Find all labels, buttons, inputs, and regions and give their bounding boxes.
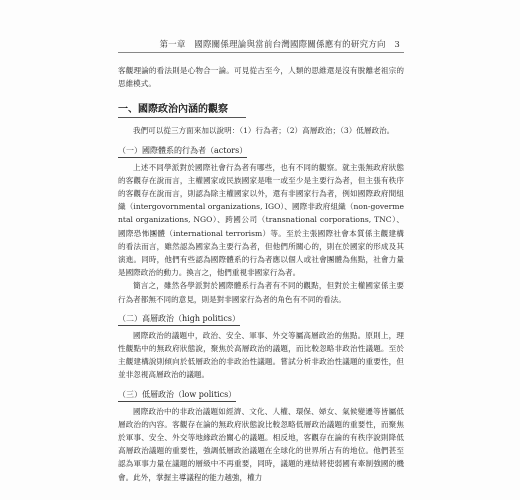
subsection-heading-actors: [118, 145, 404, 158]
running-header: [140, 38, 400, 50]
paragraph-actors-2: 簡言之，雖然各學派對於國際體系行為者有不同的觀點，但對於主權國家係主要行為者都無不同的意見，則是對非國家行為者的角色有不同的看法。: [118, 281, 404, 304]
paragraph-actors-1: 上述不同學派對於國際社會行為者有哪些，也有不同的觀察。就主張無政府狀態的客觀存在說而言，主權國家或民族國家是唯一或至少是主要行為者，但主張有秩序的客觀存在說而言，則認為除主權國家以外，還有非國家行為者，例如國際政府間組織（intergovornmental organizations, IGO）、國際非政府組織（non-govermental organizations, NGO）、跨國公司（transnational corporations, TNC）、國際恐怖團體（international terrorism）等。至於主張國際社會本質係主觀建構的看法而言，雖然認為國家為主要行為者，但他們所關心的，則在於國家的形成及其演進。同時，他們有些認為國際體系的行為者應以個人或社會團體為焦點，社會力量是國際政治的動力。換言之，他們重視非國家行為者。: [118, 162, 404, 278]
chapter-label: 第一章: [159, 40, 186, 50]
subsection-heading-label: （三）低層政治（low politics）: [118, 389, 236, 402]
subsection-heading-label: （二）高層政治（high politics）: [118, 313, 240, 326]
subsection-heading-high-politics: [118, 313, 404, 326]
page-number: 3: [394, 40, 400, 50]
section-heading: 一、國際政治內涵的觀察: [118, 100, 246, 118]
chapter-title: 國際關係理論與當前台灣國際關係應有的研究方向: [194, 40, 386, 50]
page-body: [118, 64, 404, 484]
header-rule: [118, 52, 404, 53]
subsection-heading-label: （一）國際體系的行為者（actors）: [118, 145, 247, 158]
intro-paragraph: 客觀理論的看法則是心物合一論。可見從古至今，人類的思維還是沒有脫離老祖宗的思維模式。: [118, 66, 404, 89]
section-intro-paragraph: 我們可以從三方面來加以說明：（1）行為者；（2）高層政治；（3）低層政治。: [133, 126, 395, 136]
subsection-heading-low-politics: [118, 389, 404, 402]
paragraph-high-politics: 國際政治的議題中，政治、安全、軍事、外交等屬高層政治的焦點。原則上，理性觀點中的無政府狀態說，聚焦於高層政治的議題，而比較忽略非政治性議題。至於主觀建構說則傾向於低層政治的非政治性議題。嘗試分析非政治性議題的重要性，但並非忽視高層政治的議題。: [118, 330, 404, 380]
paragraph-low-politics: 國際政治中的非政治議題如經濟、文化、人權、環保、婦女、氣候變遷等皆屬低層政治的內容。客觀存在論的無政府狀態說比較忽略低層政治議題的重要性，而聚焦於軍事、安全、外交等地緣政治關心的議題。相反地，客觀存在論的有秩序說則降低高層政治議題的重要性，強調低層政治議題在全球化的世界所占有的地位。他們甚至認為軍事力量在議題的層級中不再重要，同時，議題的連結將使弱國有牽制強國的機會。此外，掌握主導議程的能力越強，權力: [118, 406, 404, 482]
